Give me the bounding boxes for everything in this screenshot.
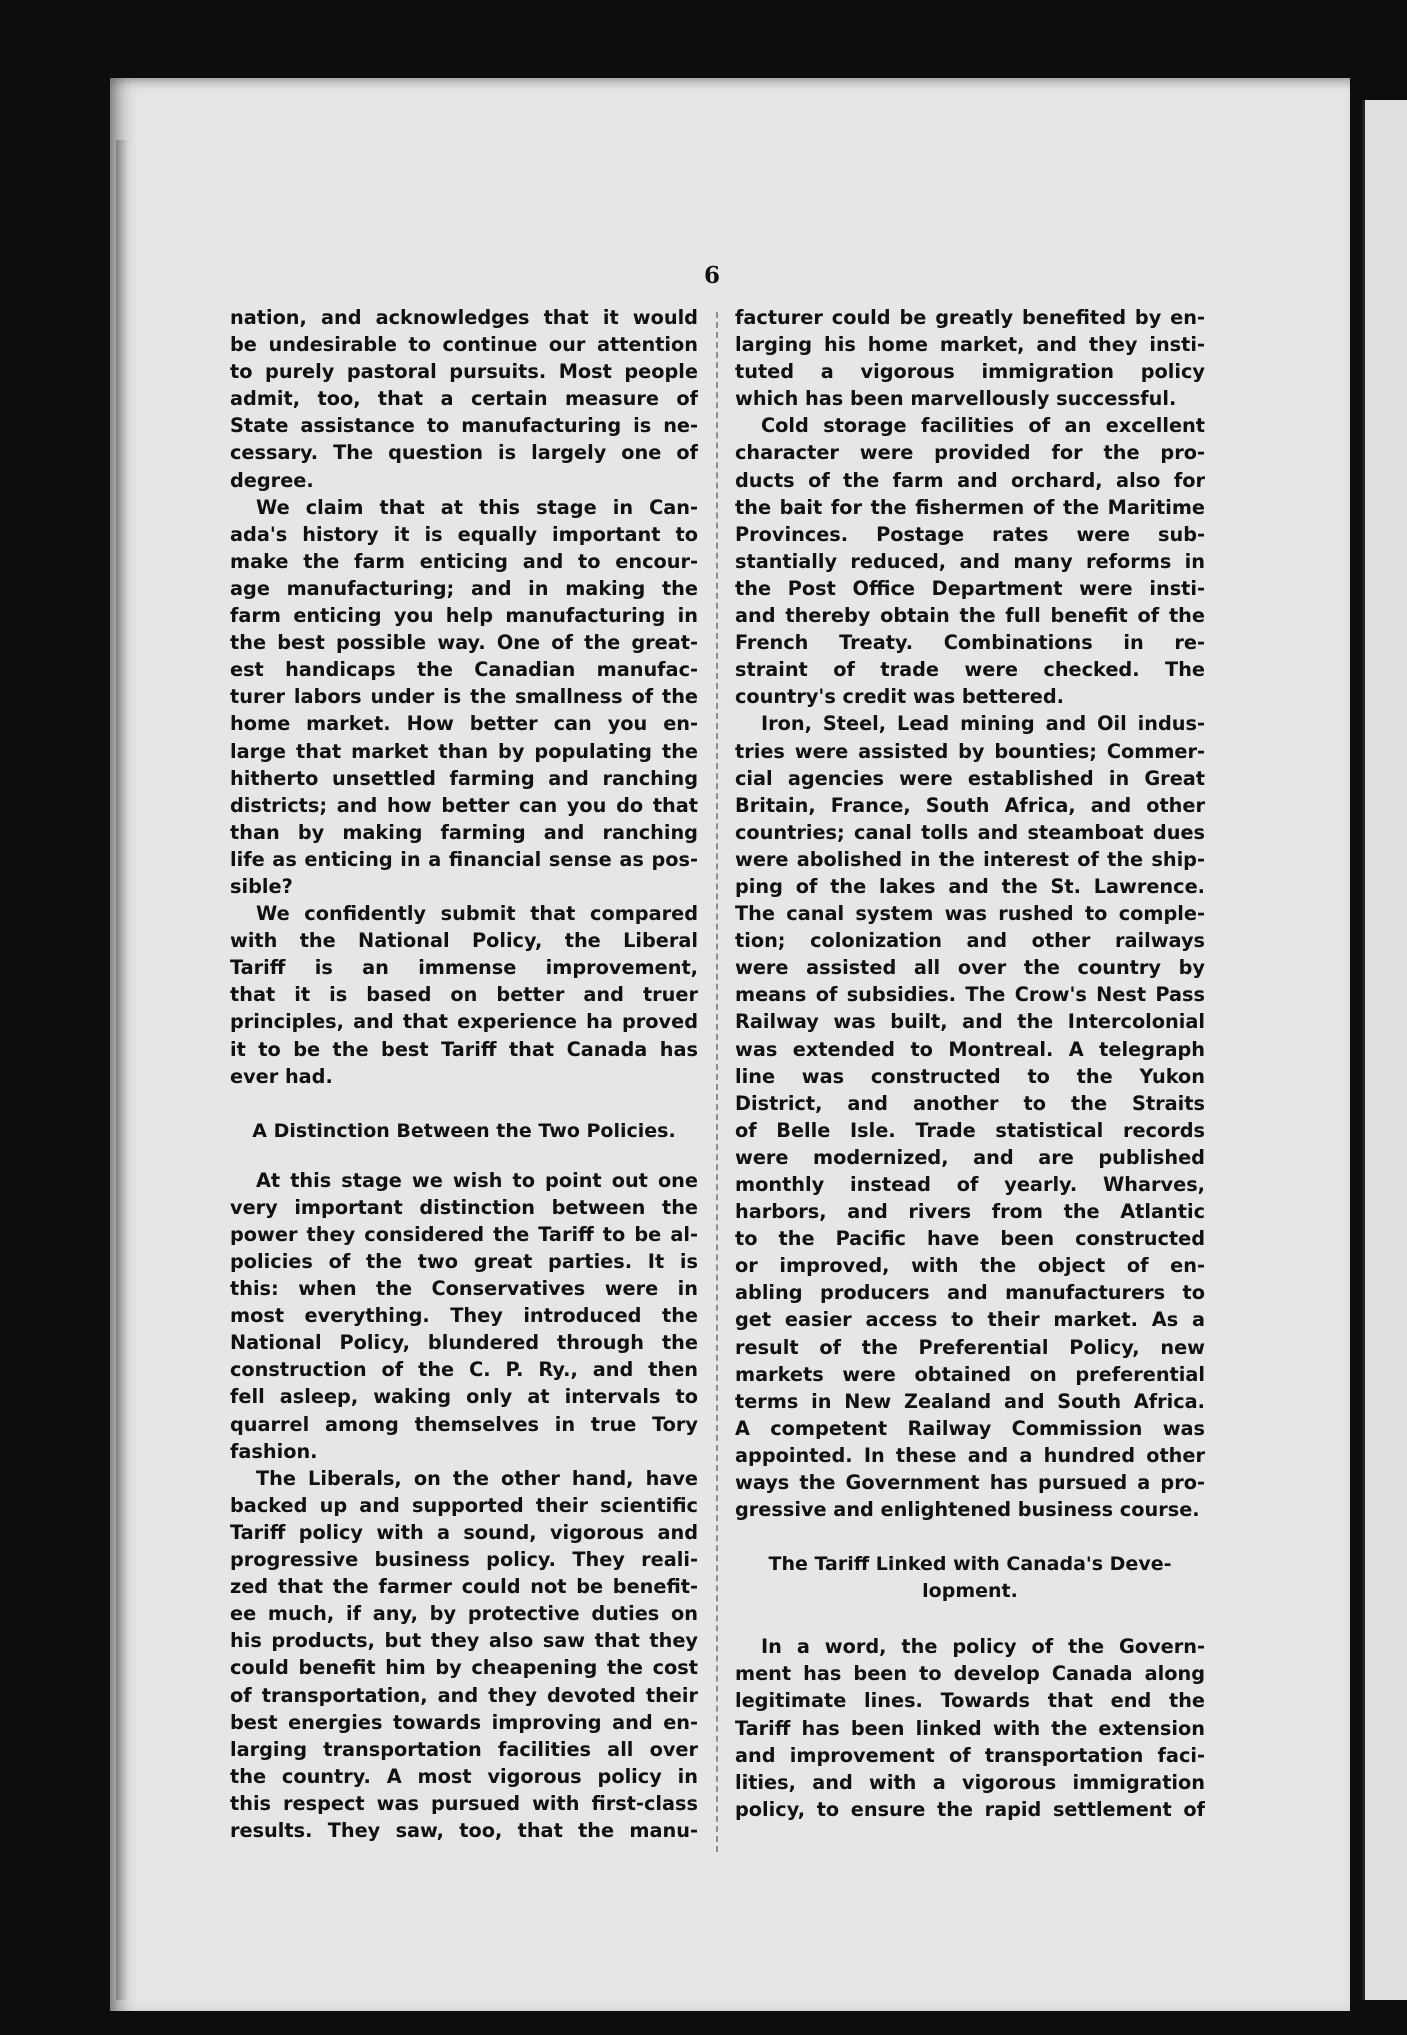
text-line: were assisted all over the country by <box>735 956 1205 980</box>
text-line: fashion. <box>230 1439 318 1463</box>
text-line: this: when the Conservatives were in <box>230 1277 698 1301</box>
text-line: The canal system was rushed to comple- <box>735 902 1205 926</box>
text-line: ways the Government has pursued a pro- <box>735 1471 1205 1495</box>
text-line: A competent Railway Commission was <box>735 1416 1205 1440</box>
text-line: zed that the farmer could not be benefit- <box>230 1575 698 1599</box>
text-line: of transportation, and they devoted their <box>230 1683 698 1707</box>
text-line: ping of the lakes and the St. Lawrence. <box>735 874 1205 898</box>
text-line: than by making farming and ranching <box>230 820 698 844</box>
text-line: character were provided for the pro- <box>735 441 1205 465</box>
text-line: quarrel among themselves in true Tory <box>230 1412 698 1436</box>
text-line: larging transportation facilities all over <box>230 1737 698 1761</box>
text-line: hitherto unsettled farming and ranching <box>230 766 698 790</box>
text-line: straint of trade were checked. The <box>735 658 1205 682</box>
text-line: of Belle Isle. Trade statistical records <box>735 1118 1205 1142</box>
text-line: could benefit him by cheapening the cost <box>230 1656 698 1680</box>
text-line: countries; canal tolls and steamboat dues <box>735 820 1205 844</box>
text-line: Tariff has been linked with the extension <box>735 1716 1205 1740</box>
text-line: districts; and how better can you do that <box>230 793 698 817</box>
text-line: and improvement of transportation faci- <box>735 1743 1205 1767</box>
text-line: cessary. The question is largely one of <box>230 441 698 465</box>
spacer <box>230 1145 698 1167</box>
text-line: the country. A most vigorous policy in <box>230 1764 698 1788</box>
text-line: appointed. In these and a hundred other <box>735 1443 1205 1467</box>
text-line: make the farm enticing and to encour- <box>230 549 698 573</box>
text-line: markets were obtained on preferential <box>735 1362 1205 1386</box>
text-line: Cold storage facilities of an excellent <box>761 414 1205 438</box>
text-line: sible? <box>230 874 293 898</box>
text-line: We confidently submit that compared <box>256 902 698 926</box>
text-line: it to be the best Tariff that Canada has <box>230 1037 698 1061</box>
text-line: abling producers and manufacturers to <box>735 1281 1205 1305</box>
text-line: est handicaps the Canadian manufac- <box>230 658 698 682</box>
text-line: harbors, and rivers from the Atlantic <box>735 1200 1205 1224</box>
text-line: District, and another to the Straits <box>735 1091 1205 1115</box>
text-line: country's credit was bettered. <box>735 685 1064 709</box>
text-line: life as enticing in a financial sense as pos- <box>230 847 698 871</box>
section-heading: lopment. <box>922 1580 1018 1603</box>
text-line: Iron, Steel, Lead mining and Oil indus- <box>761 712 1205 736</box>
spacer <box>735 1523 1205 1551</box>
text-line: National Policy, blundered through the <box>230 1331 698 1355</box>
text-line: ever had. <box>230 1064 333 1088</box>
text-line: Tariff policy with a sound, vigorous and <box>230 1520 698 1544</box>
text-line: that it is based on better and truer <box>230 983 698 1007</box>
text-line: age manufacturing; and in making the <box>230 576 698 600</box>
text-line: which has been marvellously successful. <box>735 387 1177 411</box>
text-line: to purely pastoral pursuits. Most people <box>230 360 698 384</box>
text-line: the Post Office Department were insti- <box>735 576 1205 600</box>
text-line: power they considered the Tariff to be al- <box>230 1222 698 1246</box>
text-line: home market. How better can you en- <box>230 712 698 736</box>
text-line: the bait for the fishermen of the Maritime <box>735 495 1205 519</box>
text-line: admit, too, that a certain measure of <box>230 387 698 411</box>
text-line: his products, but they also saw that they <box>230 1629 698 1653</box>
text-line: progressive business policy. They reali- <box>230 1548 698 1572</box>
text-line: Railway was built, and the Intercolonial <box>735 1010 1205 1034</box>
text-line: State assistance to manufacturing is ne- <box>230 414 698 438</box>
text-line: policy, to ensure the rapid settlement of <box>735 1797 1205 1821</box>
text-line: degree. <box>230 468 314 492</box>
text-line: construction of the C. P. Ry., and then <box>230 1358 698 1382</box>
text-line: ada's history it is equally important to <box>230 522 698 546</box>
text-line: line was constructed to the Yukon <box>735 1064 1205 1088</box>
text-line: Provinces. Postage rates were sub- <box>735 522 1205 546</box>
text-line: legitimate lines. Towards that end the <box>735 1689 1205 1713</box>
text-line: Tariff is an immense improvement, <box>230 956 698 980</box>
text-line: larging his home market, and they insti- <box>735 333 1205 357</box>
text-line: stantially reduced, and many reforms in <box>735 549 1205 573</box>
text-line: with the National Policy, the Liberal <box>230 929 698 953</box>
text-line: In a word, the policy of the Govern- <box>761 1635 1205 1659</box>
text-line: and thereby obtain the full benefit of the <box>735 604 1205 628</box>
right-column <box>735 304 1205 1823</box>
text-line: ment has been to develop Canada along <box>735 1662 1205 1686</box>
page-number: 6 <box>703 262 720 289</box>
section-heading: A Distinction Between the Two Policies. <box>252 1119 676 1142</box>
text-line: At this stage we wish to point out one <box>256 1168 698 1192</box>
text-line: monthly instead of yearly. Wharves, <box>735 1173 1205 1196</box>
text-line: ee much, if any, by protective duties on <box>230 1602 698 1626</box>
text-line: farm enticing you help manufacturing in <box>230 604 698 628</box>
text-line: principles, and that experience ha proved <box>230 1010 698 1034</box>
text-line: the best possible way. One of the great- <box>230 631 698 655</box>
spacer <box>735 1605 1205 1633</box>
text-line: was extended to Montreal. A telegraph <box>735 1037 1205 1061</box>
text-line: to the Pacific have been constructed <box>735 1227 1205 1251</box>
binding-shadow <box>116 140 130 2000</box>
text-line: We claim that at this stage in Can- <box>256 495 698 519</box>
spacer <box>230 1090 698 1118</box>
text-line: fell asleep, waking only at intervals to <box>230 1385 698 1409</box>
text-line: nation, and acknowledges that it would <box>230 306 698 329</box>
text-line: backed up and supported their scientific <box>230 1493 698 1517</box>
text-line: most everything. They introduced the <box>230 1304 698 1328</box>
text-line: facturer could be greatly benefited by en- <box>735 306 1205 329</box>
text-line: results. They saw, too, that the manu- <box>230 1818 698 1842</box>
text-line: turer labors under is the smallness of the <box>230 685 698 709</box>
text-line: policies of the two great parties. It is <box>230 1250 698 1273</box>
text-line: cial agencies were established in Great <box>735 766 1205 790</box>
left-column <box>230 304 698 1844</box>
text-line: be undesirable to continue our attention <box>230 333 698 357</box>
text-line: best energies towards improving and en- <box>230 1710 698 1734</box>
text-line: tion; colonization and other railways <box>735 929 1205 953</box>
adjacent-page-edge <box>1362 100 1407 2000</box>
text-line: were abolished in the interest of the ship- <box>735 847 1205 871</box>
text-line: The Liberals, on the other hand, have <box>256 1466 698 1490</box>
section-heading: The Tariff Linked with Canada's Deve- <box>768 1553 1172 1576</box>
text-line: French Treaty. Combinations in re- <box>735 631 1205 655</box>
text-line: means of subsidies. The Crow's Nest Pass <box>735 983 1205 1007</box>
text-line: this respect was pursued with first-class <box>230 1791 698 1815</box>
text-line: or improved, with the object of en- <box>735 1254 1205 1278</box>
text-line: large that market than by populating the <box>230 739 698 763</box>
column-divider <box>716 312 718 1852</box>
text-line: very important distinction between the <box>230 1195 698 1219</box>
text-line: ducts of the farm and orchard, also for <box>735 468 1205 492</box>
text-line: were modernized, and are published <box>735 1145 1205 1169</box>
text-line: tuted a vigorous immigration policy <box>735 360 1205 384</box>
text-line: result of the Preferential Policy, new <box>735 1335 1205 1359</box>
text-line: Britain, France, South Africa, and other <box>735 793 1205 817</box>
text-line: tries were assisted by bounties; Commer- <box>735 739 1205 763</box>
text-line: terms in New Zealand and South Africa. <box>735 1389 1205 1413</box>
text-line: gressive and enlightened business course. <box>735 1498 1200 1522</box>
text-line: lities, and with a vigorous immigration <box>735 1770 1205 1794</box>
text-line: get easier access to their market. As a <box>735 1308 1205 1332</box>
